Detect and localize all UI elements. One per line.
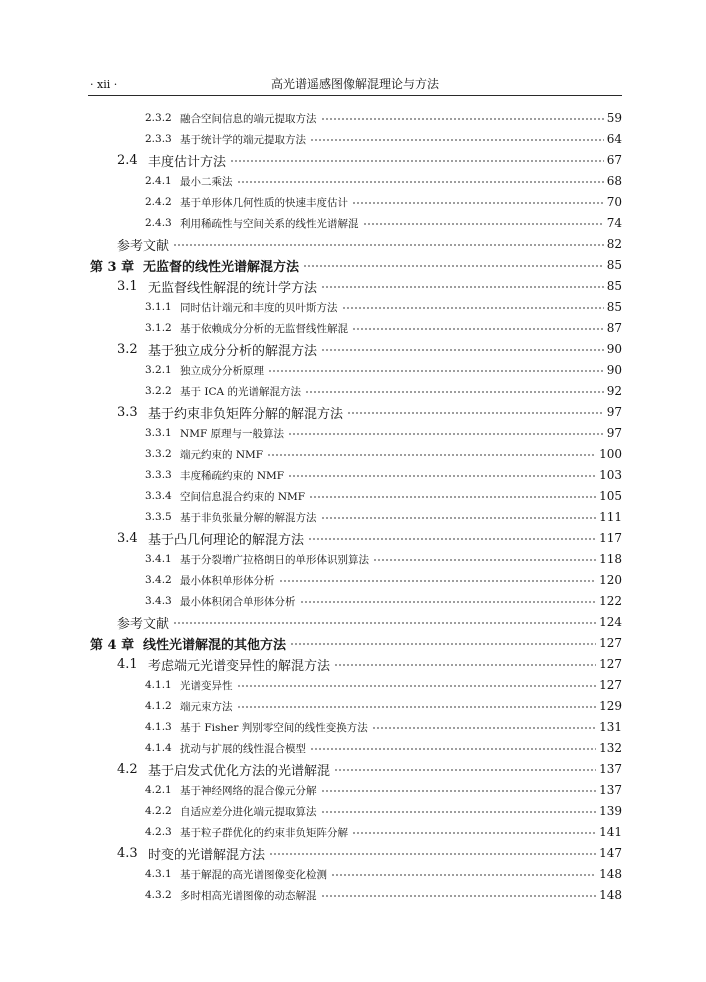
toc-entry-subsection bbox=[88, 738, 622, 759]
toc-entry-title: 基于单形体几何性质的快速丰度估计 bbox=[180, 196, 348, 209]
dot-leader bbox=[334, 654, 596, 675]
dot-leader bbox=[288, 423, 604, 444]
toc-entry-subsection bbox=[88, 780, 622, 801]
toc-entry-number: 3.3 bbox=[117, 404, 138, 420]
toc-entry-number: 2.4.3 bbox=[145, 217, 172, 229]
toc-entry-chapter bbox=[88, 255, 622, 276]
dot-leader bbox=[321, 276, 604, 297]
dot-leader bbox=[363, 213, 604, 234]
toc-entry-page-number: 85 bbox=[606, 300, 622, 314]
toc-entry-subsection bbox=[88, 717, 622, 738]
toc-entry-title: 基于凸几何理论的解混方法 bbox=[148, 532, 305, 548]
toc-entry-number: 3.3.5 bbox=[145, 511, 172, 523]
toc-entry-page-number: 139 bbox=[599, 804, 622, 818]
toc-entry-title: 同时估计端元和丰度的贝叶斯方法 bbox=[180, 301, 338, 314]
toc-entry-page-number: 129 bbox=[599, 699, 622, 713]
toc-entry-subsection bbox=[88, 381, 622, 402]
toc-entry-title: 时变的光谱解混方法 bbox=[148, 847, 266, 863]
toc-entry-number: 2.4.1 bbox=[145, 175, 172, 187]
toc-entry-subsection bbox=[88, 801, 622, 822]
dot-leader bbox=[309, 486, 596, 507]
dot-leader bbox=[347, 402, 604, 423]
toc-entry-subsection bbox=[88, 192, 622, 213]
toc-entry-number: 3.4.1 bbox=[145, 553, 172, 565]
toc-entry-title: 最小二乘法 bbox=[180, 175, 233, 188]
toc-entry-title: NMF 原理与一般算法 bbox=[180, 427, 285, 440]
toc-entry-title: 融合空间信息的端元提取方法 bbox=[180, 112, 317, 125]
toc-entry-page-number: 148 bbox=[599, 888, 622, 902]
toc-entry-number: 4.3.2 bbox=[145, 889, 172, 901]
toc-entry-page-number: 59 bbox=[606, 111, 622, 125]
dot-leader bbox=[305, 381, 604, 402]
toc-entry-number: 3.1.1 bbox=[145, 301, 172, 313]
toc-entry-title: 基于 Fisher 判别零空间的线性变换方法 bbox=[180, 721, 368, 734]
toc-entry-subsection bbox=[88, 486, 622, 507]
toc-entry-number: 2.4 bbox=[117, 152, 138, 168]
dot-leader bbox=[331, 864, 596, 885]
toc-entry-number: 2.3.2 bbox=[145, 112, 172, 124]
toc-entry-title: 基于约束非负矩阵分解的解混方法 bbox=[148, 406, 344, 422]
toc-entry-page-number: 87 bbox=[606, 321, 622, 335]
toc-entry-subsection bbox=[88, 591, 622, 612]
book-title: 高光谱遥感图像解混理论与方法 bbox=[270, 77, 439, 91]
toc-entry-number: 4.2.1 bbox=[145, 784, 172, 796]
toc-entry-number: 3.4.2 bbox=[145, 574, 172, 586]
dot-leader bbox=[352, 822, 596, 843]
toc-entry-number: 3.4.3 bbox=[145, 595, 172, 607]
toc-entry-page-number: 74 bbox=[606, 216, 622, 230]
toc-entry-number: 4.3 bbox=[117, 845, 138, 861]
toc-entry-page-number: 100 bbox=[599, 447, 622, 461]
toc-entry-title: 基于独立成分分析的解混方法 bbox=[148, 343, 318, 359]
toc-entry-subsection bbox=[88, 675, 622, 696]
toc-entry-subsection bbox=[88, 297, 622, 318]
dot-leader bbox=[342, 297, 604, 318]
toc-entry-section bbox=[88, 654, 622, 675]
toc-entry-title: 端元束方法 bbox=[180, 700, 233, 713]
toc-entry-section bbox=[88, 843, 622, 864]
dot-leader bbox=[310, 129, 604, 150]
toc-entry-page-number: 120 bbox=[599, 573, 622, 587]
toc-entry-title: 无监督线性解混的统计学方法 bbox=[148, 280, 318, 296]
toc-entry-page-number: 117 bbox=[599, 531, 622, 545]
toc-entry-number: 4.1.3 bbox=[145, 721, 172, 733]
toc-entry-page-number: 64 bbox=[606, 132, 622, 146]
toc-entry-number: 3.2.2 bbox=[145, 385, 172, 397]
dot-leader bbox=[173, 234, 604, 255]
toc-entry-title: 基于粒子群优化的约束非负矩阵分解 bbox=[180, 826, 348, 839]
toc-entry-number: 4.1 bbox=[117, 656, 138, 672]
dot-leader bbox=[279, 570, 597, 591]
dot-leader bbox=[321, 108, 604, 129]
dot-leader bbox=[173, 612, 596, 633]
dot-leader bbox=[352, 192, 604, 213]
toc-entry-subsection bbox=[88, 423, 622, 444]
toc-entry-title: 利用稀疏性与空间关系的线性光谱解混 bbox=[180, 217, 359, 230]
toc-entry-page-number: 70 bbox=[606, 195, 622, 209]
page-number-label: · xii · bbox=[90, 78, 118, 91]
toc-entry-title: 基于神经网络的混合像元分解 bbox=[180, 784, 317, 797]
toc-entry-title: 基于依赖成分分析的无监督线性解混 bbox=[180, 322, 348, 335]
dot-leader bbox=[321, 801, 597, 822]
dot-leader bbox=[352, 318, 604, 339]
toc-entry-page-number: 103 bbox=[599, 468, 622, 482]
toc-entry-number: 4.1.2 bbox=[145, 700, 172, 712]
dot-leader bbox=[373, 549, 596, 570]
toc-entry-page-number: 127 bbox=[599, 657, 622, 671]
toc-entry-subsection bbox=[88, 318, 622, 339]
toc-entry-page-number: 132 bbox=[599, 741, 622, 755]
dot-leader bbox=[237, 171, 604, 192]
toc-entry-page-number: 147 bbox=[599, 846, 622, 860]
dot-leader bbox=[303, 255, 604, 276]
toc-entry-subsection bbox=[88, 570, 622, 591]
dot-leader bbox=[321, 507, 597, 528]
toc-entry-page-number: 127 bbox=[599, 636, 622, 650]
toc-entry-references bbox=[88, 612, 622, 633]
toc-entry-number: 4.3.1 bbox=[145, 868, 172, 880]
toc-entry-page-number: 85 bbox=[606, 258, 622, 272]
dot-leader bbox=[308, 528, 596, 549]
toc-entry-page-number: 68 bbox=[606, 174, 622, 188]
toc-entry-page-number: 124 bbox=[599, 615, 622, 629]
header-rule bbox=[88, 95, 622, 96]
toc-entry-subsection bbox=[88, 444, 622, 465]
toc-entry-number: 3.1 bbox=[117, 278, 138, 294]
toc-entry-page-number: 137 bbox=[599, 762, 622, 776]
toc-entry-page-number: 141 bbox=[599, 825, 622, 839]
dot-leader bbox=[288, 465, 596, 486]
toc-entry-subsection bbox=[88, 465, 622, 486]
toc-entry-title: 扰动与扩展的线性混合模型 bbox=[180, 742, 306, 755]
toc-entry-title: 基于统计学的端元提取方法 bbox=[180, 133, 306, 146]
toc-entry-title: 线性光谱解混的其他方法 bbox=[143, 637, 287, 653]
toc-entry-section bbox=[88, 402, 622, 423]
toc-entry-subsection bbox=[88, 108, 622, 129]
toc-entry-page-number: 137 bbox=[599, 783, 622, 797]
toc-entry-page-number: 97 bbox=[606, 405, 622, 419]
toc-entry-title: 最小体积单形体分析 bbox=[180, 574, 275, 587]
dot-leader bbox=[372, 717, 596, 738]
toc-entry-title: 基于非负张量分解的解混方法 bbox=[180, 511, 317, 524]
dot-leader bbox=[310, 738, 596, 759]
dot-leader bbox=[267, 444, 596, 465]
toc-entry-subsection bbox=[88, 885, 622, 906]
toc-entry-title: 多时相高光谱图像的动态解混 bbox=[180, 889, 317, 902]
toc-entry-number: 4.2 bbox=[117, 761, 138, 777]
dot-leader bbox=[334, 759, 596, 780]
toc-entry-subsection bbox=[88, 360, 622, 381]
toc-entry-number: 3.3.4 bbox=[145, 490, 172, 502]
toc-entry-page-number: 127 bbox=[599, 678, 622, 692]
dot-leader bbox=[237, 675, 597, 696]
toc-entry-title: 独立成分分析原理 bbox=[180, 364, 264, 377]
toc-entry-number: 3.4 bbox=[117, 530, 138, 546]
toc-entry-number: 2.3.3 bbox=[145, 133, 172, 145]
toc-entry-number: 2.4.2 bbox=[145, 196, 172, 208]
toc-entry-number: 3.3.3 bbox=[145, 469, 172, 481]
toc-entry-section bbox=[88, 339, 622, 360]
toc-entry-page-number: 92 bbox=[606, 384, 622, 398]
toc-entry-title: 空间信息混合约束的 NMF bbox=[180, 490, 306, 503]
toc-entry-references bbox=[88, 234, 622, 255]
toc-entry-title: 端元约束的 NMF bbox=[180, 448, 264, 461]
toc-entry-title: 参考文献 bbox=[117, 616, 170, 632]
toc-entry-title: 自适应差分进化端元提取算法 bbox=[180, 805, 317, 818]
toc-entry-title: 基于 ICA 的光谱解混方法 bbox=[180, 385, 301, 398]
dot-leader bbox=[230, 150, 604, 171]
toc-entry-page-number: 90 bbox=[606, 363, 622, 377]
toc-entry-page-number: 67 bbox=[606, 153, 622, 167]
toc-entry-number: 4.1.4 bbox=[145, 742, 172, 754]
toc-entry-title: 丰度估计方法 bbox=[148, 154, 227, 170]
toc-entry-subsection bbox=[88, 549, 622, 570]
toc-entry-title: 基于分裂增广拉格朗日的单形体识别算法 bbox=[180, 553, 369, 566]
toc-entry-subsection bbox=[88, 696, 622, 717]
toc-entry-section bbox=[88, 528, 622, 549]
toc-entry-subsection bbox=[88, 171, 622, 192]
toc-entry-number: 3.2.1 bbox=[145, 364, 172, 376]
toc-entry-section bbox=[88, 759, 622, 780]
toc-entry-page-number: 105 bbox=[599, 489, 622, 503]
toc-entry-title: 基于启发式优化方法的光谱解混 bbox=[148, 763, 331, 779]
toc-entry-title: 最小体积闭合单形体分析 bbox=[180, 595, 296, 608]
dot-leader bbox=[290, 633, 596, 654]
toc-entry-title: 基于解混的高光谱图像变化检测 bbox=[180, 868, 327, 881]
dot-leader bbox=[269, 843, 596, 864]
toc-entry-chapter bbox=[88, 633, 622, 654]
running-header bbox=[88, 76, 622, 94]
dot-leader bbox=[321, 339, 604, 360]
toc-entry-title: 参考文献 bbox=[117, 238, 170, 254]
toc-entry-subsection bbox=[88, 129, 622, 150]
toc-entry-number: 3.3.2 bbox=[145, 448, 172, 460]
dot-leader bbox=[321, 885, 597, 906]
toc-entry-title: 无监督的线性光谱解混方法 bbox=[143, 259, 300, 275]
toc-entry-subsection bbox=[88, 864, 622, 885]
toc-entry-page-number: 148 bbox=[599, 867, 622, 881]
toc-entry-page-number: 131 bbox=[599, 720, 622, 734]
toc-entry-section bbox=[88, 150, 622, 171]
toc-entry-number: 第 4 章 bbox=[90, 637, 135, 653]
dot-leader bbox=[321, 780, 597, 801]
toc-entry-title: 丰度稀疏约束的 NMF bbox=[180, 469, 285, 482]
toc-entry-page-number: 85 bbox=[606, 279, 622, 293]
toc-entry-page-number: 97 bbox=[606, 426, 622, 440]
toc-entry-number: 3.2 bbox=[117, 341, 138, 357]
toc-entry-number: 4.2.3 bbox=[145, 826, 172, 838]
toc-entry-number: 3.1.2 bbox=[145, 322, 172, 334]
toc-entry-number: 第 3 章 bbox=[90, 259, 135, 275]
toc-entry-number: 4.1.1 bbox=[145, 679, 172, 691]
toc-entry-page-number: 118 bbox=[599, 552, 622, 566]
toc-entry-section bbox=[88, 276, 622, 297]
toc-entry-subsection bbox=[88, 822, 622, 843]
dot-leader bbox=[237, 696, 597, 717]
toc-entry-page-number: 90 bbox=[606, 342, 622, 356]
toc-entry-title: 光谱变异性 bbox=[180, 679, 233, 692]
dot-leader bbox=[300, 591, 597, 612]
toc-entry-subsection bbox=[88, 507, 622, 528]
dot-leader bbox=[268, 360, 604, 381]
table-of-contents bbox=[88, 108, 622, 906]
toc-entry-title: 考虑端元光谱变异性的解混方法 bbox=[148, 658, 331, 674]
toc-entry-page-number: 82 bbox=[606, 237, 622, 251]
toc-entry-page-number: 122 bbox=[599, 594, 622, 608]
toc-entry-subsection bbox=[88, 213, 622, 234]
toc-entry-page-number: 111 bbox=[599, 510, 622, 524]
toc-entry-number: 3.3.1 bbox=[145, 427, 172, 439]
toc-entry-number: 4.2.2 bbox=[145, 805, 172, 817]
